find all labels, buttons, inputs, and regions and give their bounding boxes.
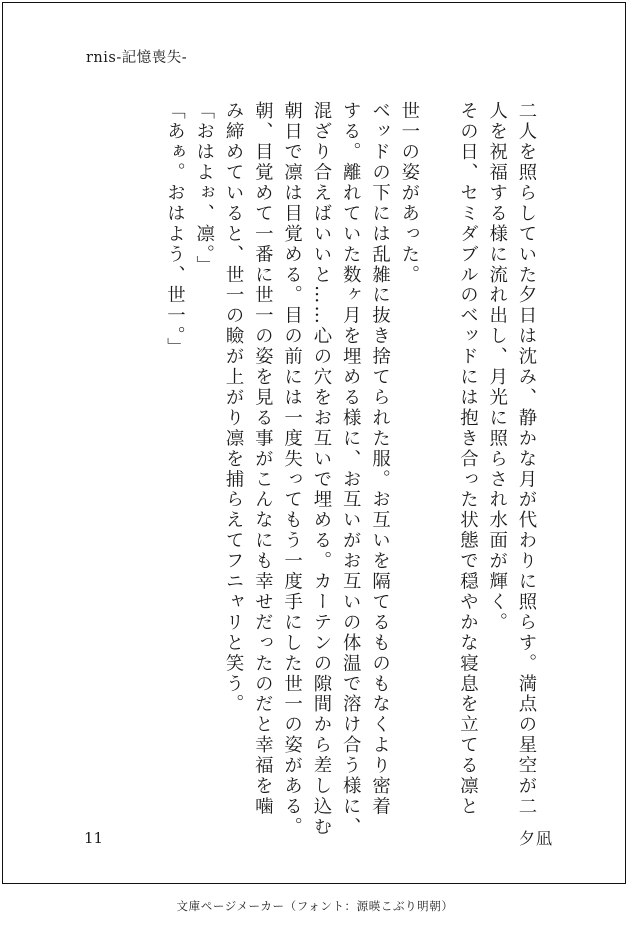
page-frame (2, 2, 626, 884)
text-line: ベッドの下には乱雑に抜き捨てられた服。お互いを隔てるものもなくより密着 (369, 101, 391, 817)
text-line: 世一の姿があった。 (398, 101, 420, 286)
dialogue-line: 「あぁ。おはよう、世一。」 (164, 101, 186, 358)
author-name: 夕凪 (519, 829, 554, 848)
text-line: する。離れていた数ヶ月を埋める様に、お互いがお互いの体温で溶け合う様に、 (340, 101, 362, 838)
text-line: 朝、目覚めて一番に世一の姿を見る事がこんなにも幸せだったのだと幸福を噛 (252, 101, 274, 817)
text-line: 二人を照らしていた夕日は沈み、静かな月が代わりに照らす。満点の星空が二 (516, 101, 537, 817)
page-header-title: rnis-記憶喪失- (86, 50, 188, 66)
page-number: 11 (84, 829, 104, 847)
text-line: 混ざり合えばいいと……心の穴をお互いで埋める。カーテンの隙間から差し込む (310, 101, 332, 838)
dialogue-line: 「おはよぉ、凛。」 (193, 101, 215, 276)
generator-credit: 文庫ページメーカー（フォント：源暎こぶり明朝） (176, 899, 454, 913)
text-line: み締めていると、世一の瞼が上がり凛を捕らえてフニャリと笑う。 (223, 101, 245, 715)
text-line: 人を祝福する様に流れ出し、月光に照らされ水面が輝く。 (486, 101, 508, 633)
text-line: その日、セミダブルのベッドには抱き合った状態で穏やかな寝息を立てる凛と (457, 101, 479, 817)
text-line: 朝日で凛は目覚める。目の前には一度失ってもう一度手にした世一の姿がある。 (281, 101, 303, 838)
